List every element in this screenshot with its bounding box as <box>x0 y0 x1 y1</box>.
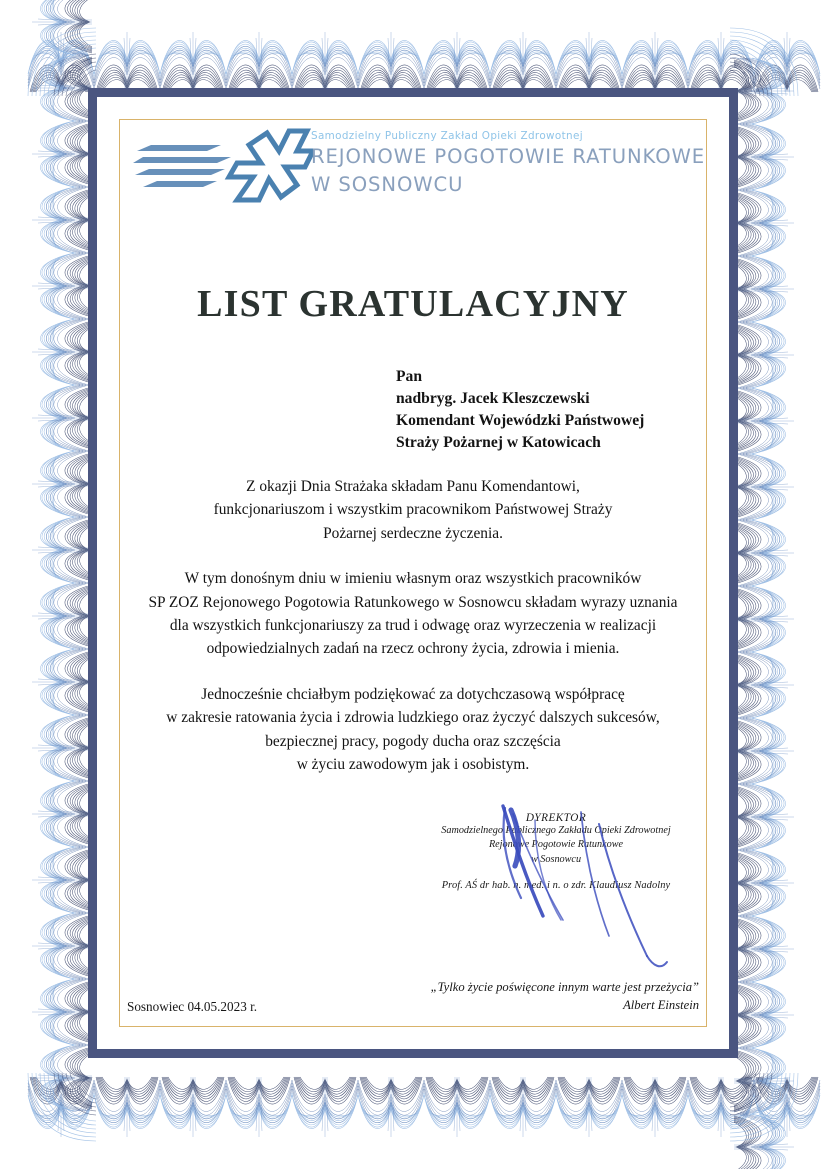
organization-logo-text <box>311 131 711 198</box>
place-and-date: Sosnowiec 04.05.2023 r. <box>127 999 258 1014</box>
signature-block <box>405 804 707 994</box>
body-paragraph-1 <box>119 475 707 545</box>
closing-quote <box>431 979 699 1015</box>
logo-name-line-1: REJONOWE POGOTOWIE RATUNKOWE <box>311 145 706 169</box>
paragraph-3-line-2: w zakresie ratowania życia i zdrowia ludzkiego oraz życzyć dalszych sukcesów, <box>166 709 660 727</box>
signer-org-line-2: Rejonowe Pogotowie Ratunkowe <box>488 839 624 851</box>
body-paragraph-2 <box>119 567 707 661</box>
paragraph-1-line-2: funkcjonariuszom i wszystkim pracownikom Państwowej Straży <box>213 501 613 519</box>
organization-logo-block <box>125 123 705 215</box>
guilloche-bottom-edge <box>28 1077 820 1137</box>
signer-role: DYREKTOR <box>525 812 587 824</box>
addressee-block <box>396 366 696 455</box>
logo-name-line-2: W SOSNOWCU <box>311 173 464 197</box>
guilloche-right-edge <box>734 58 794 1169</box>
paragraph-3-line-1: Jednocześnie chciałbym podziękować za dotychczasową współpracę <box>201 685 625 703</box>
signer-org-line-1: Samodzielnego Publicznego Zakładu Opieki Zdrowotnej <box>441 825 671 836</box>
addressee-name: nadbryg. Jacek Kleszczewski <box>396 390 590 408</box>
paragraph-2-line-3: dla wszystkich funkcjonariuszy za trud i odwagę oraz wyrzeczenia w realizacji <box>169 617 657 635</box>
signer-name: Prof. AŚ dr hab. n. med. i n. o zdr. Klaudiusz Nadolny <box>441 880 671 892</box>
signer-org-line-3: w Sosnowcu <box>530 853 582 865</box>
guilloche-corner-bl <box>28 1073 96 1141</box>
star-of-life-speed-logo-icon <box>133 125 313 213</box>
quote-text: „Tylko życie poświęcone innym warte jest przeżycia” <box>430 980 699 995</box>
letter-body <box>119 475 707 798</box>
paragraph-3-line-4: w życiu zawodowym jak i osobistym. <box>296 756 530 774</box>
addressee-title-line-2: Straży Pożarnej w Katowicach <box>396 434 601 452</box>
document-title: LIST GRATULACYJNY <box>197 283 629 325</box>
guilloche-corner-br <box>730 1073 798 1141</box>
guilloche-corner-tl <box>28 28 96 96</box>
guilloche-corner-tr <box>730 28 798 96</box>
logo-subtitle: Samodzielny Publiczny Zakład Opieki Zdrowotnej <box>311 130 583 142</box>
paragraph-3-line-3: bezpiecznej pracy, pogody ducha oraz szczęścia <box>265 732 561 750</box>
addressee-salutation: Pan <box>396 368 422 385</box>
paragraph-2-line-2: SP ZOZ Rejonowego Pogotowia Ratunkowego w Sosnowcu składam wyrazy uznania <box>148 593 678 611</box>
paragraph-1-line-1: Z okazji Dnia Strażaka składam Panu Komendantowi, <box>246 478 580 495</box>
certificate-content <box>119 119 707 1027</box>
guilloche-left-edge <box>32 0 92 1111</box>
paragraph-1-line-3: Pożarnej serdeczne życzenia. <box>323 524 503 542</box>
handwritten-signature-ink <box>385 794 715 994</box>
guilloche-top-edge <box>28 32 820 92</box>
quote-author: Albert Einstein <box>623 998 699 1013</box>
addressee-title-line-1: Komendant Wojewódzki Państwowej <box>396 412 645 430</box>
paragraph-2-line-1: W tym donośnym dniu w imieniu własnym oraz wszystkich pracowników <box>184 570 642 588</box>
certificate-footer <box>127 979 699 1015</box>
body-paragraph-3 <box>119 683 707 777</box>
paragraph-2-line-4: odpowiedzialnych zadań na rzecz ochrony życia, zdrowia i mienia. <box>206 640 620 658</box>
